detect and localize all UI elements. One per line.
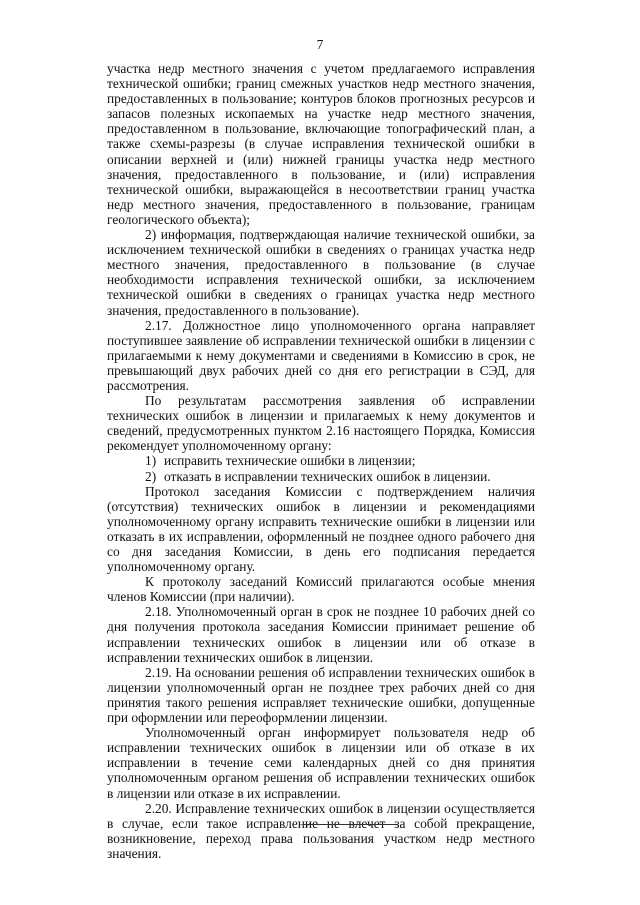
list-item-text: исправить технические ошибки в лицензии; [164, 453, 416, 469]
list-item-number: 2) [145, 468, 157, 484]
paragraph-item-2: 2) информация, подтверждающая наличие технической ошибки, за исключением технической ошибки в сведениях о границах участка недр местного значения, предоставленного в пользование (в случае необходимости исправления технической ошибки, за исключением технической ошибки в сведениях о границах участка недр местного значения, предоставленного в пользование). [107, 227, 535, 318]
list-item-text: отказать в исправлении технических ошибок в лицензии. [164, 468, 491, 484]
paragraph-2-17: 2.17. Должностное лицо уполномоченного органа направляет поступившее заявление об исправлении технической ошибки в лицензии с прилагаемыми к нему документами и сведениями в Комиссию в срок, не превышающий двух рабочих дней со дня его регистрации в СЭД, для рассмотрения. [107, 317, 535, 393]
page-number: 7 [316, 37, 324, 52]
paragraph-2-18: 2.18. Уполномоченный орган в срок не позднее 10 рабочих дней со дня получения протокола заседания Комиссии принимает решение об исправлении технических ошибок в лицензии или об отказе в исправлении технических ошибок в лицензии. [107, 604, 535, 665]
paragraph-protocol: Протокол заседания Комиссии с подтверждением наличия (отсутствия) технических ошибок в лицензии и рекомендациями уполномоченному органу исправить технические ошибки в лицензии или отказать в их исправлении, оформленный не позднее одного рабочего дня со дня заседания Комиссии, в день его подписания передается уполномоченному органу. [107, 483, 535, 575]
list-item-2 [107, 469, 535, 484]
paragraph-2-20: 2.20. Исправление технических ошибок в лицензии осуществляется в случае, если такое исправление не влечет за собой прекращение, возникновение, переход права пользования участком недр местного значения. [107, 800, 535, 861]
paragraph-informs-user: Уполномоченный орган информирует пользователя недр об исправлении технических ошибок в лицензии или об отказе в их исправлении в течение семи календарных дней со дня принятия уполномоченным органом решения об исправлении технических ошибок в лицензии или отказе в их исправлении. [107, 725, 535, 801]
paragraph-commission-recommends: По результатам рассмотрения заявления об исправлении технических ошибок в лицензии и прилагаемых к нему документов и сведений, предусмотренных пунктом 2.16 настоящего Порядка, Комиссия рекомендует уполномоченному органу: [107, 393, 535, 454]
paragraph-2-19: 2.19. На основании решения об исправлении технических ошибок в лицензии уполномоченный орган не позднее трех рабочих дней со дня принятия такого решения исправляет технические ошибки, допущенные при оформлении или переоформлении лицензии. [107, 664, 535, 726]
list-item-number: 1) [145, 453, 157, 469]
list-item-1 [107, 453, 535, 468]
end-divider-line [304, 824, 398, 825]
document-body [107, 61, 535, 861]
paragraph-continuation: участка недр местного значения с учетом предлагаемого исправления технической ошибки; границ смежных участков недр местного значения, предоставленных в пользование; контуров блоков прогнозных ресурсов и запасов полезных ископаемых на участке недр местного значения, предоставленном в пользование, включающие топографический план, а также схемы-разрезы (в случае исправления технической ошибки в описании верхней и (или) нижней границы участка недр местного значения, предоставленного в пользование, и (или) исправления технической ошибки, выражающейся в несоответствии границ участка недр местного значения, предоставленного в пользование, границам геологического объекта); [107, 61, 535, 227]
paragraph-special-opinions: К протоколу заседаний Комиссий прилагаются особые мнения членов Комиссии (при наличии). [107, 574, 535, 605]
